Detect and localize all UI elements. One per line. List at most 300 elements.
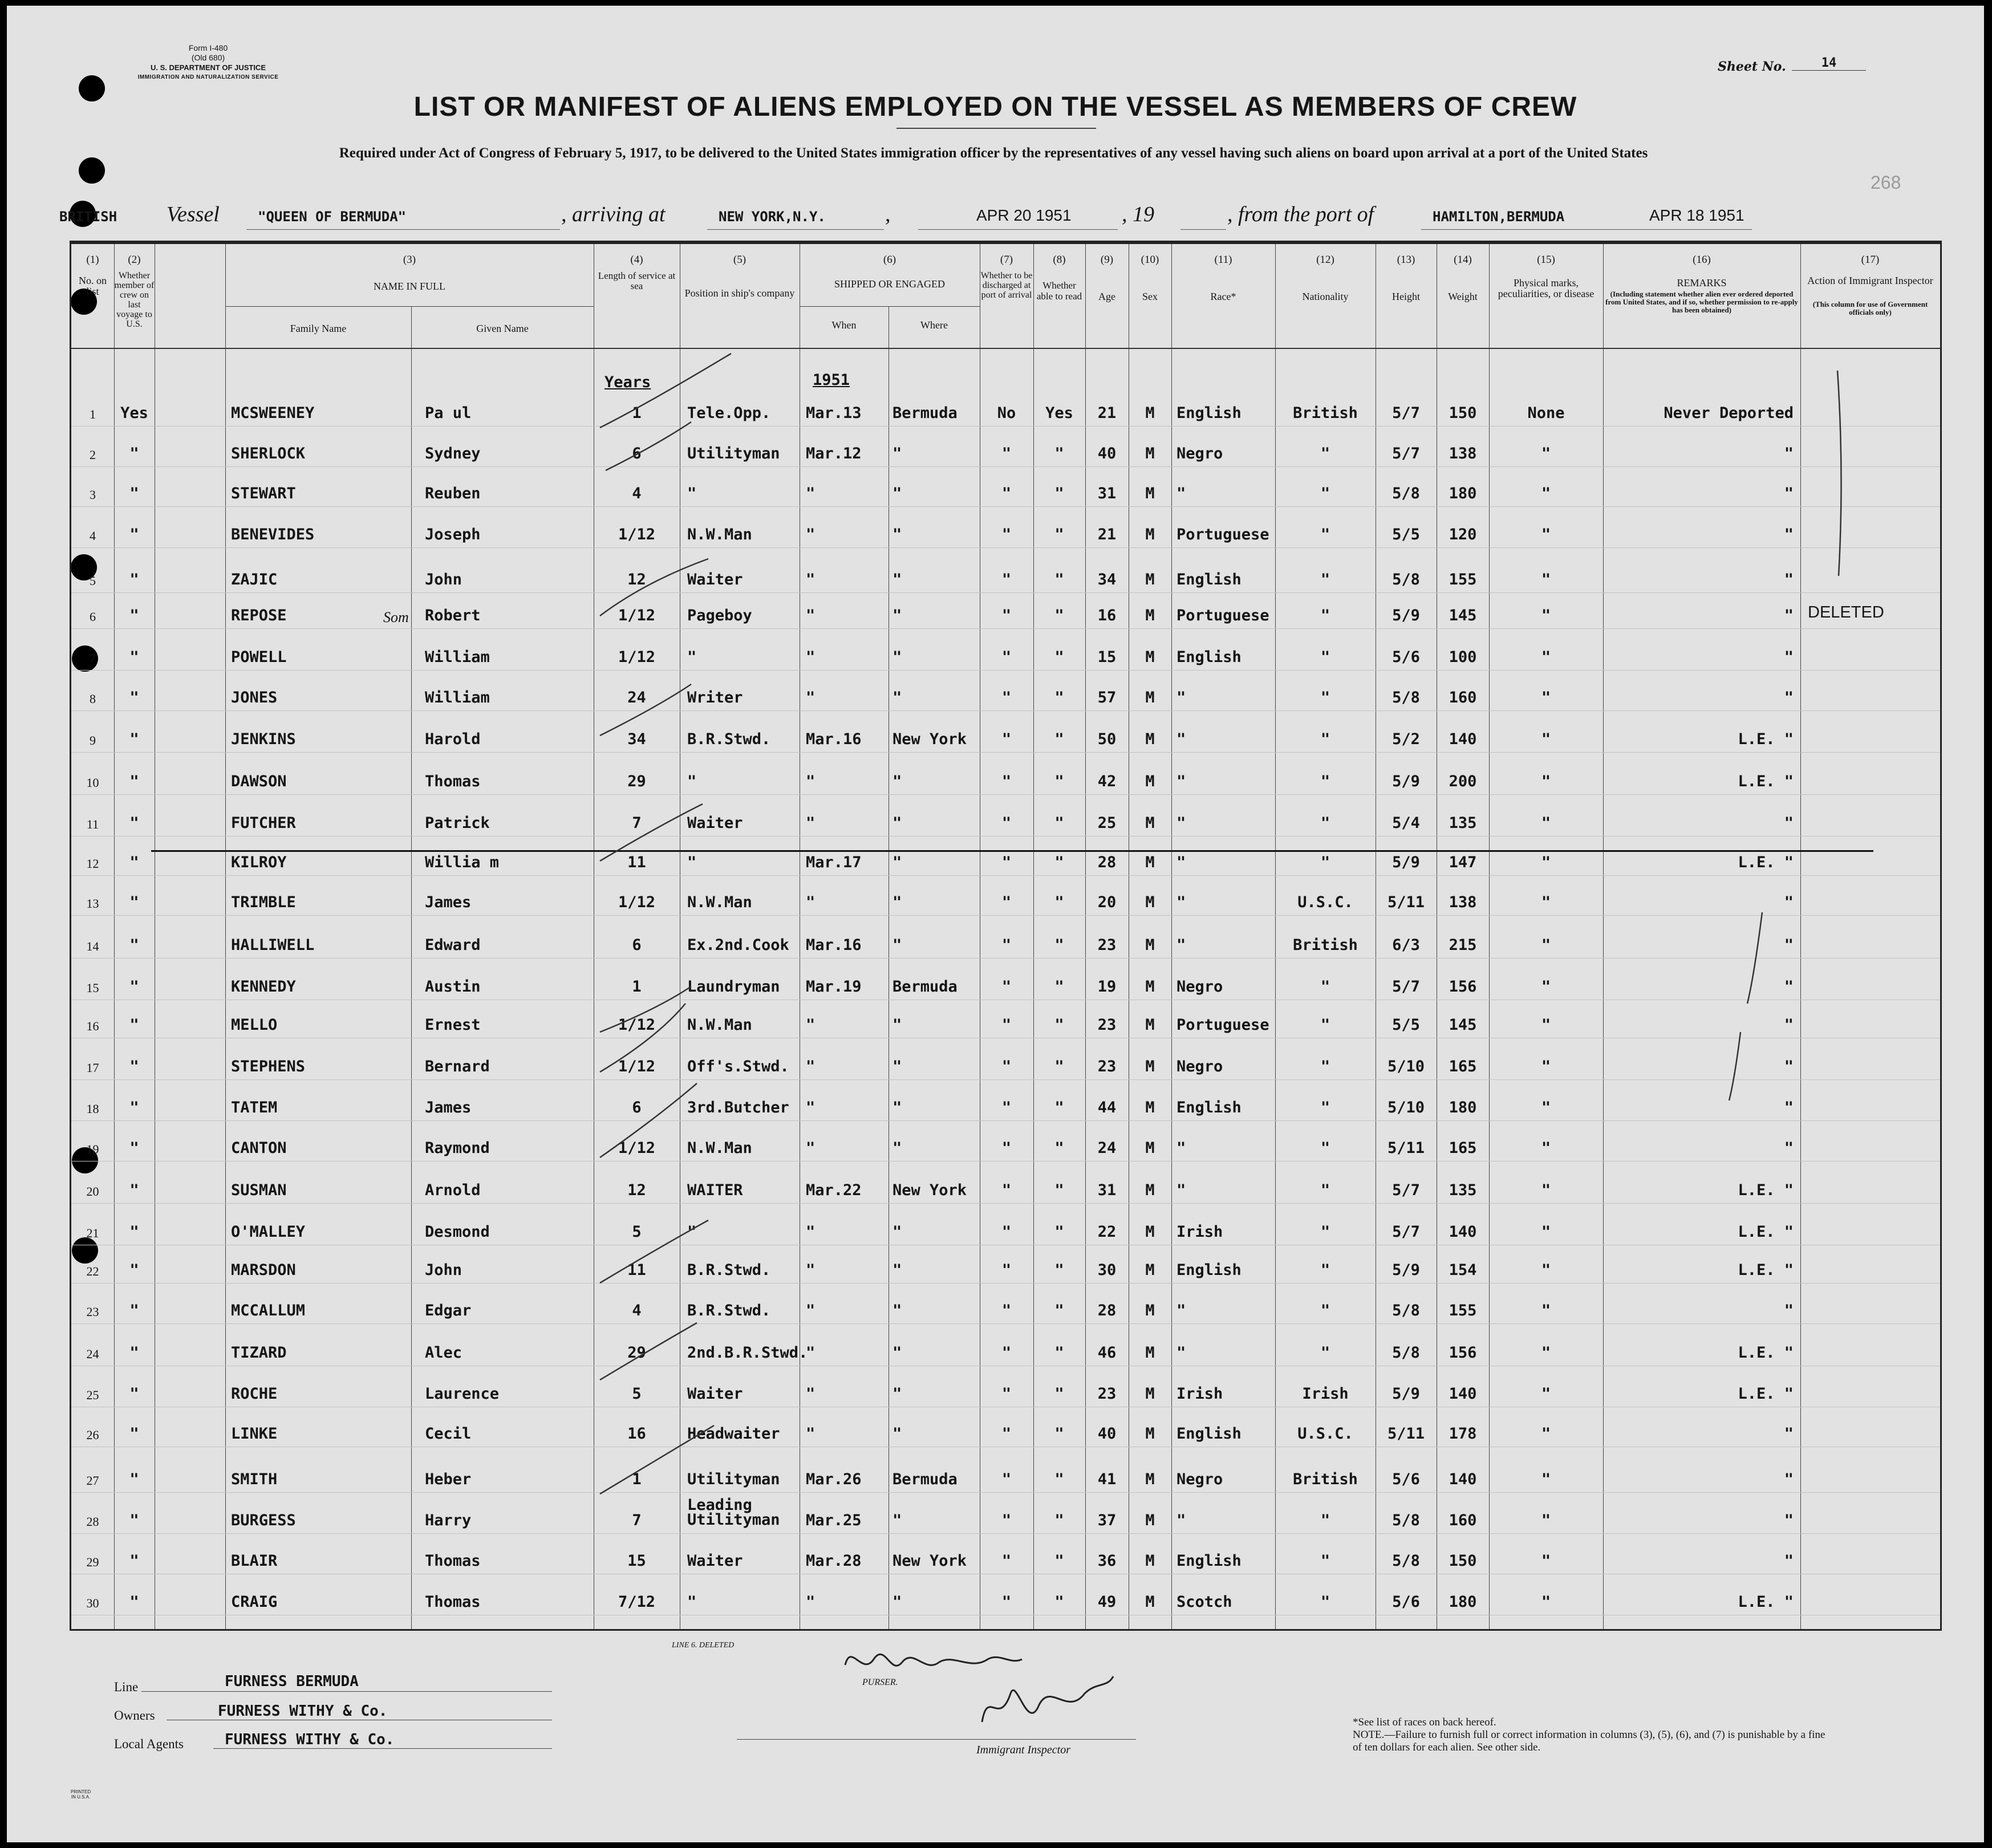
service-length: 4 [632, 485, 642, 502]
inspector-signature [971, 1671, 1119, 1739]
given-name: Laurence [425, 1385, 500, 1403]
discharged: " [1001, 1058, 1012, 1075]
weight: 145 [1449, 1016, 1477, 1034]
shipped-where: " [892, 689, 902, 706]
weight: 138 [1449, 893, 1477, 911]
header-bottom-rule [71, 348, 1940, 349]
nationality: British [1293, 936, 1358, 954]
weight: 140 [1449, 1223, 1477, 1241]
remarks: " [1784, 607, 1794, 624]
shipped-when: " [806, 1261, 816, 1279]
row-number: 13 [86, 896, 99, 911]
shipped-where: " [892, 607, 902, 624]
col-title-age: Age [1098, 291, 1115, 302]
row-number: 9 [90, 733, 96, 748]
weight: 145 [1449, 607, 1477, 624]
row-number: 25 [86, 1388, 99, 1402]
sheet-number-label: Sheet No. [1718, 59, 1786, 74]
shipped-when: " [806, 1425, 816, 1443]
year-subheader: 1951 [813, 371, 850, 389]
family-name: SHERLOCK [231, 445, 306, 462]
department-name: U. S. DEPARTMENT OF JUSTICE [151, 63, 266, 72]
nationality: " [1320, 1261, 1330, 1279]
physical-marks: " [1541, 814, 1551, 832]
remarks: L.E. " [1738, 773, 1794, 790]
col-title-service: Length of service at sea [598, 270, 676, 291]
line-6-strike [151, 850, 1873, 852]
prior-voyage: " [129, 1385, 139, 1403]
sex: M [1145, 485, 1155, 502]
height: 5/6 [1392, 1593, 1420, 1611]
shipped-where: " [892, 571, 902, 588]
family-name: SUSMAN [231, 1181, 287, 1199]
physical-marks: " [1541, 773, 1551, 790]
page-title: LIST OR MANIFEST OF ALIENS EMPLOYED ON THE VESSEL AS MEMBERS OF CREW [413, 92, 1577, 122]
height: 5/8 [1392, 1302, 1420, 1319]
discharged: No [997, 404, 1016, 422]
weight: 140 [1449, 730, 1477, 748]
service-length: 1/12 [618, 893, 656, 911]
position: Utilityman [687, 1471, 780, 1488]
row-rule [71, 1203, 1940, 1204]
header-top-rule [71, 242, 1940, 244]
prior-voyage: " [129, 1181, 139, 1199]
remarks: " [1784, 689, 1794, 706]
sex: M [1145, 1139, 1155, 1157]
row-rule [71, 670, 1940, 671]
row-number: 11 [86, 817, 99, 831]
col-title-discharged: Whether to be discharged at port of arrival [980, 271, 1033, 300]
age: 31 [1097, 1181, 1117, 1199]
remarks: L.E. " [1738, 1223, 1794, 1241]
service-length: 16 [627, 1425, 646, 1443]
height: 5/6 [1392, 648, 1420, 666]
shipped-where: " [892, 1593, 902, 1611]
family-name: TATEM [231, 1099, 278, 1116]
position: Utilityman [687, 445, 780, 462]
nationality: " [1320, 854, 1330, 871]
line-label: Line [114, 1680, 139, 1694]
row-number: 16 [86, 1019, 99, 1033]
height: 5/9 [1392, 854, 1420, 871]
row-number: 22 [86, 1264, 99, 1278]
given-name: Austin [425, 978, 481, 996]
nationality: U.S.C. [1297, 893, 1353, 911]
height: 5/11 [1387, 1425, 1425, 1443]
row-number: 18 [86, 1102, 99, 1116]
col-title-name: NAME IN FULL [374, 281, 445, 292]
remarks: L.E. " [1738, 1385, 1794, 1403]
nationality: " [1320, 1058, 1330, 1075]
age: 28 [1097, 854, 1117, 871]
nationality: " [1320, 1223, 1330, 1241]
weight: 140 [1449, 1471, 1477, 1488]
shipped-where: " [892, 1385, 902, 1403]
race: " [1176, 730, 1186, 748]
row-number: 28 [86, 1514, 99, 1529]
race: Negro [1176, 445, 1223, 462]
discharged: " [1001, 1425, 1012, 1443]
family-name: MARSDON [231, 1261, 296, 1279]
shipped-where: New York [892, 730, 967, 748]
can-read: " [1054, 854, 1064, 871]
race: English [1176, 571, 1242, 588]
row-number: 21 [86, 1226, 99, 1240]
nationality: " [1320, 1016, 1330, 1034]
given-name: Harry [425, 1512, 472, 1529]
position: N.W.Man [687, 893, 752, 911]
col-title-height: Height [1392, 291, 1420, 302]
physical-marks: " [1541, 1139, 1551, 1157]
weight: 120 [1449, 526, 1477, 543]
weight: 150 [1449, 404, 1477, 422]
col-title-race: Race* [1210, 291, 1236, 302]
manifest-sheet [7, 6, 1984, 1842]
service-length: 1/12 [618, 1058, 656, 1075]
can-read: " [1054, 1385, 1064, 1403]
height: 5/10 [1387, 1058, 1425, 1075]
sex: M [1145, 404, 1155, 422]
sex: M [1145, 1302, 1155, 1319]
family-name: MELLO [231, 1016, 278, 1034]
position: B.R.Stwd. [687, 730, 771, 748]
prior-voyage: " [129, 1261, 139, 1279]
col-title-where: Where [920, 319, 948, 331]
sex: M [1145, 936, 1155, 954]
row-number: 4 [90, 529, 96, 543]
departure-date: APR 18 1951 [1649, 206, 1744, 224]
position: Waiter [687, 1552, 743, 1570]
remarks: " [1784, 526, 1794, 543]
given-name: Reuben [425, 485, 481, 502]
shipped-when: Mar.12 [806, 445, 862, 462]
prior-voyage: Yes [120, 404, 148, 422]
row-number: 20 [86, 1184, 99, 1199]
col-title-given: Given Name [476, 323, 529, 334]
family-name: O'MALLEY [231, 1223, 306, 1241]
prior-voyage: " [129, 1139, 139, 1157]
age: 49 [1097, 1593, 1117, 1611]
remarks: " [1784, 1512, 1794, 1529]
position: N.W.Man [687, 526, 752, 543]
row-number: 30 [86, 1596, 99, 1610]
physical-marks: " [1541, 1099, 1551, 1116]
physical-marks: " [1541, 1058, 1551, 1075]
shipped-where: " [892, 1016, 902, 1034]
col-num-16: (16) [1693, 254, 1711, 266]
col-num-3: (3) [403, 254, 416, 266]
punch-hole [79, 157, 105, 184]
family-name: HALLIWELL [231, 936, 315, 954]
shipped-where: " [892, 1099, 902, 1116]
col-title-weight: Weight [1448, 291, 1478, 302]
family-name: CRAIG [231, 1593, 278, 1611]
race: English [1176, 404, 1242, 422]
nationality: British [1293, 404, 1358, 422]
shipped-when: " [806, 607, 816, 624]
weight: 156 [1449, 1344, 1477, 1362]
shipped-when: " [806, 1139, 816, 1157]
nationality: " [1320, 1512, 1330, 1529]
col-num-4: (4) [630, 254, 643, 266]
age: 57 [1097, 689, 1117, 706]
inspector-label: Immigrant Inspector [976, 1744, 1070, 1756]
given-name: Cecil [425, 1425, 472, 1443]
family-name: ROCHE [231, 1385, 278, 1403]
family-name: BLAIR [231, 1552, 278, 1570]
prior-voyage: " [129, 936, 139, 954]
remarks: L.E. " [1738, 1181, 1794, 1199]
weight: 160 [1449, 1512, 1477, 1529]
position: " [687, 1593, 697, 1611]
race: " [1176, 1139, 1186, 1157]
position: 2nd.B.R.Stwd. [687, 1344, 808, 1362]
service-length: 7 [632, 814, 642, 832]
race: English [1176, 648, 1242, 666]
service-name: IMMIGRATION AND NATURALIZATION SERVICE [137, 74, 279, 80]
shipped-when: " [806, 1223, 816, 1241]
col-num-12: (12) [1316, 254, 1334, 266]
crew-table [70, 241, 1942, 1631]
position: WAITER [687, 1181, 743, 1199]
position: Waiter [687, 571, 743, 588]
weight: 165 [1449, 1139, 1477, 1157]
col-title-sex: Sex [1142, 291, 1158, 302]
prior-voyage: " [129, 1302, 139, 1319]
col-title-position: Position in ship's company [684, 287, 795, 299]
nationality: " [1320, 1302, 1330, 1319]
weight: 135 [1449, 1181, 1477, 1199]
row-rule [71, 426, 1940, 427]
race: Negro [1176, 978, 1223, 996]
deleted-annotation: DELETED [1808, 603, 1884, 622]
discharged: " [1001, 1593, 1012, 1611]
shipped-where: " [892, 648, 902, 666]
checkmark-strokes [577, 342, 777, 1597]
shipped-where: " [892, 814, 902, 832]
shipped-where: " [892, 854, 902, 871]
prior-voyage: " [129, 1512, 139, 1529]
remarks: L.E. " [1738, 854, 1794, 871]
row-number: 7 [90, 651, 96, 665]
discharged: " [1001, 1016, 1012, 1034]
can-read: " [1054, 1344, 1064, 1362]
position: 3rd.Butcher [687, 1099, 789, 1116]
discharged: " [1001, 648, 1012, 666]
shipped-when: " [806, 571, 816, 588]
prior-voyage: " [129, 1593, 139, 1611]
height: 5/8 [1392, 1512, 1420, 1529]
col-title-shipped: SHIPPED OR ENGAGED [834, 278, 945, 290]
weight: 154 [1449, 1261, 1477, 1279]
remarks: " [1784, 445, 1794, 462]
prior-voyage: " [129, 1099, 139, 1116]
prior-voyage: " [129, 893, 139, 911]
service-length: 34 [627, 730, 646, 748]
height: 5/11 [1387, 893, 1425, 911]
prior-voyage: " [129, 773, 139, 790]
nationality: " [1320, 445, 1330, 462]
row-number: 27 [86, 1473, 99, 1488]
age: 16 [1097, 607, 1117, 624]
physical-marks: " [1541, 689, 1551, 706]
shipped-when: " [806, 814, 816, 832]
prior-voyage: " [129, 854, 139, 871]
row-number: 3 [90, 488, 96, 502]
service-length: 1/12 [618, 1139, 656, 1157]
height: 5/5 [1392, 526, 1420, 543]
discharged: " [1001, 571, 1012, 588]
prior-voyage: " [129, 1058, 139, 1075]
race: Portuguese [1176, 607, 1269, 624]
prior-voyage: " [129, 730, 139, 748]
position: Writer [687, 689, 743, 706]
physical-marks: " [1541, 854, 1551, 871]
prior-voyage: " [129, 1425, 139, 1443]
discharged: " [1001, 1139, 1012, 1157]
sex: M [1145, 1471, 1155, 1488]
weight: 147 [1449, 854, 1477, 871]
physical-marks: " [1541, 1223, 1551, 1241]
height: 5/7 [1392, 445, 1420, 462]
sex: M [1145, 854, 1155, 871]
family-name: TIZARD [231, 1344, 287, 1362]
row-number: 17 [86, 1061, 99, 1075]
service-length: 4 [632, 1302, 642, 1319]
age: 20 [1097, 893, 1117, 911]
physical-marks: " [1541, 1471, 1551, 1488]
sheet-number [1718, 56, 1900, 74]
footnote-penalty: NOTE.—Failure to furnish full or correct information in columns (3), (5), (6), and (7) is punishable by a fine of ten dollars for each alien. See other side. [1353, 1729, 1825, 1753]
sex: M [1145, 607, 1155, 624]
shipped-when: Mar.25 [806, 1512, 862, 1529]
sex: M [1145, 1099, 1155, 1116]
race: " [1176, 814, 1186, 832]
age: 37 [1097, 1512, 1117, 1529]
sheet-number-value: 14 [1792, 56, 1866, 71]
height: 6/3 [1392, 936, 1420, 954]
shipped-when: " [806, 689, 816, 706]
discharged: " [1001, 773, 1012, 790]
shipped-when: " [806, 1302, 816, 1319]
service-length: 5 [632, 1223, 642, 1241]
row-rule [71, 752, 1940, 753]
remarks: " [1784, 1552, 1794, 1570]
height: 5/8 [1392, 1552, 1420, 1570]
shipped-where: " [892, 1223, 902, 1241]
physical-marks: " [1541, 893, 1551, 911]
given-name: Arnold [425, 1181, 481, 1199]
physical-marks: " [1541, 485, 1551, 502]
given-name: William [425, 689, 490, 706]
family-name: STEWART [231, 485, 296, 502]
discharged: " [1001, 1181, 1012, 1199]
height: 5/7 [1392, 404, 1420, 422]
physical-marks: " [1541, 936, 1551, 954]
shipped-when: " [806, 1593, 816, 1611]
position: Waiter [687, 814, 743, 832]
service-length: 12 [627, 1181, 646, 1199]
nationality: " [1320, 571, 1330, 588]
given-name: James [425, 1099, 472, 1116]
can-read: " [1054, 1181, 1064, 1199]
can-read: " [1054, 893, 1064, 911]
position: B.R.Stwd. [687, 1261, 771, 1279]
service-length: 12 [627, 571, 646, 588]
can-read: " [1054, 773, 1064, 790]
given-name: Desmond [425, 1223, 490, 1241]
age: 36 [1097, 1552, 1117, 1570]
discharged: " [1001, 893, 1012, 911]
prior-voyage: " [129, 689, 139, 706]
discharged: " [1001, 1512, 1012, 1529]
given-name: William [425, 648, 490, 666]
shipped-when: Mar.19 [806, 978, 862, 996]
col-num-11: (11) [1214, 254, 1232, 266]
nationality: " [1320, 526, 1330, 543]
remarks: " [1784, 814, 1794, 832]
col-num-15: (15) [1537, 254, 1555, 266]
age: 42 [1097, 773, 1117, 790]
shipped-when: " [806, 648, 816, 666]
col-num-6: (6) [883, 254, 896, 266]
given-name: Joseph [425, 526, 481, 543]
height: 5/2 [1392, 730, 1420, 748]
col-title-remarks-note: (Including statement whether alien ever ordered deported from United States, and if so, whether permission to re-apply has been obtained) [1605, 290, 1798, 314]
shipped-when: " [806, 1016, 816, 1034]
position: Headwaiter [687, 1425, 780, 1443]
nationality: " [1320, 1593, 1330, 1611]
family-name: BENEVIDES [231, 526, 315, 543]
family-name: ZAJIC [231, 571, 278, 588]
age: 31 [1097, 485, 1117, 502]
shipped-where: " [892, 1344, 902, 1362]
given-name: Robert [425, 607, 481, 624]
can-read: " [1054, 1471, 1064, 1488]
nationality: " [1320, 485, 1330, 502]
weight: 150 [1449, 1552, 1477, 1570]
sex: M [1145, 1552, 1155, 1570]
service-length: 1/12 [618, 1016, 656, 1034]
footnote [1353, 1716, 1826, 1754]
col-num-14: (14) [1454, 254, 1472, 266]
discharged: " [1001, 1552, 1012, 1570]
can-read: " [1054, 689, 1064, 706]
position: " [687, 648, 697, 666]
agents-value: FURNESS WITHY & Co. [225, 1731, 395, 1748]
row-number: 12 [86, 856, 99, 871]
position: Waiter [687, 1385, 743, 1403]
col-num-1: (1) [86, 254, 99, 266]
given-name: James [425, 893, 472, 911]
initials-mark: Som [383, 609, 409, 626]
shipped-where: " [892, 1058, 902, 1075]
can-read: " [1054, 1058, 1064, 1075]
sex: M [1145, 445, 1155, 462]
weight: 155 [1449, 1302, 1477, 1319]
can-read: " [1054, 1223, 1064, 1241]
race: " [1176, 1344, 1186, 1362]
nationality: Irish [1302, 1385, 1349, 1403]
remarks: " [1784, 978, 1794, 996]
discharged: " [1001, 936, 1012, 954]
discharged: " [1001, 1385, 1012, 1403]
remarks: " [1784, 1099, 1794, 1116]
height: 5/8 [1392, 689, 1420, 706]
race: English [1176, 1099, 1242, 1116]
can-read: " [1054, 978, 1064, 996]
nationality: " [1320, 814, 1330, 832]
